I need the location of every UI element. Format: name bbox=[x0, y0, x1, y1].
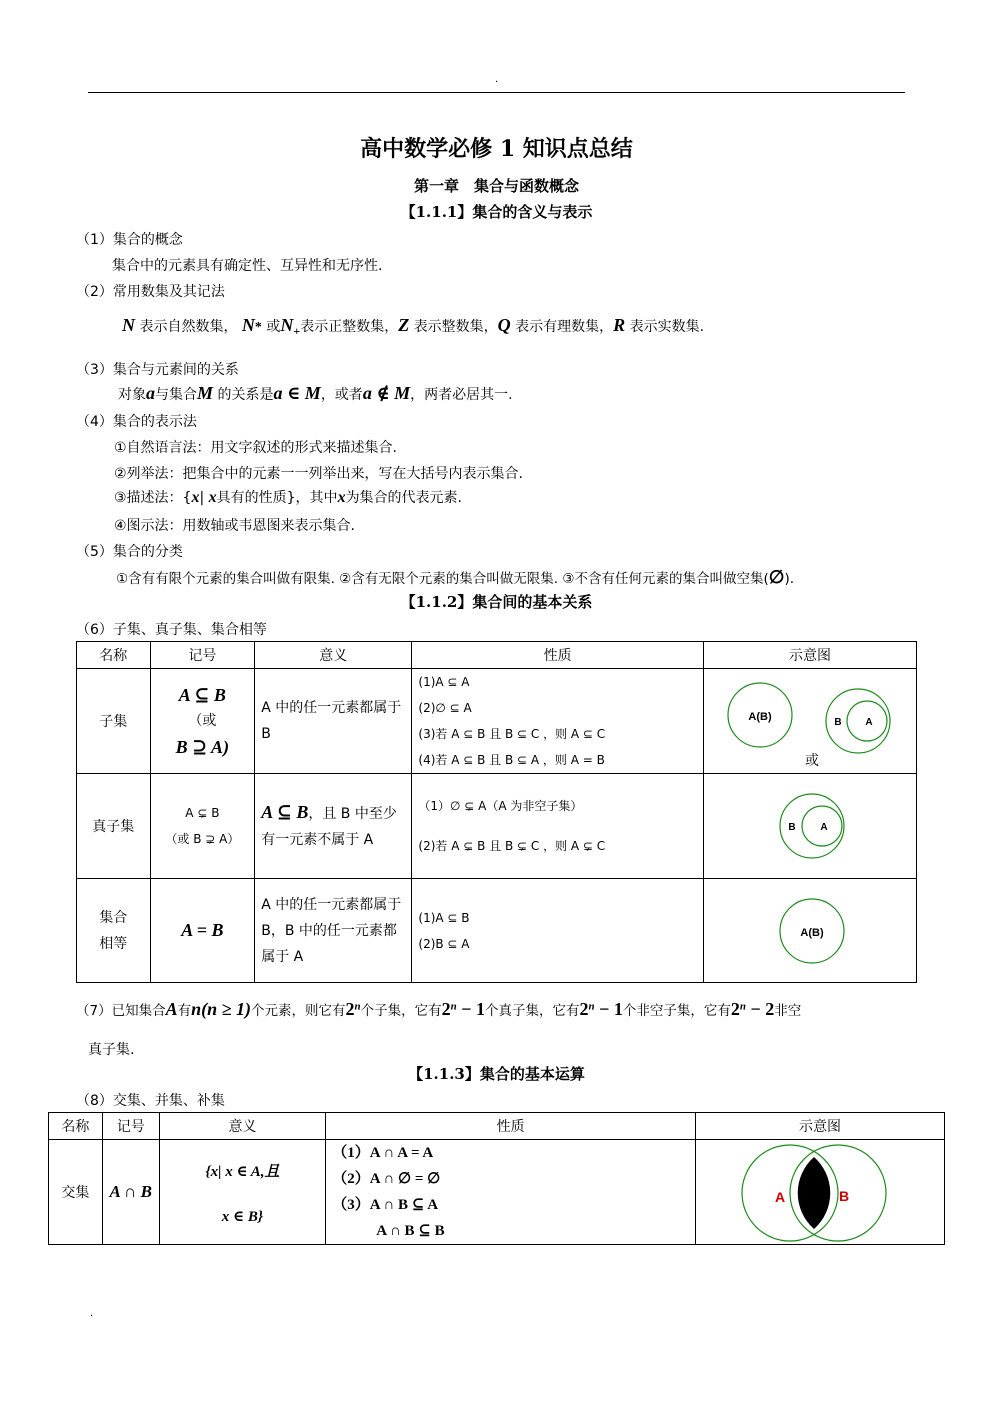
row-properties bbox=[412, 774, 704, 879]
text: 对象 bbox=[118, 387, 146, 403]
text: 表示有理数集， bbox=[515, 319, 614, 335]
set-operations-table bbox=[48, 1112, 945, 1245]
text: 个子集，它有 bbox=[360, 1003, 442, 1019]
row-properties bbox=[412, 669, 704, 774]
star-mark: * bbox=[254, 320, 262, 335]
header-dot: . bbox=[495, 74, 499, 85]
item-4-c bbox=[114, 487, 462, 507]
diagram-or: 或 bbox=[804, 753, 819, 769]
not-belongs-expression: a ∉ M bbox=[362, 383, 411, 403]
belongs-expression: a ∈ M bbox=[273, 383, 321, 403]
item-4-b: ②列举法：把集合中的元素一一列举出来，写在大括号内表示集合. bbox=[114, 466, 523, 482]
subset-symbol: A ⊆ B bbox=[178, 685, 226, 705]
text: 的关系是 bbox=[217, 387, 274, 403]
symbol-M: M bbox=[197, 383, 214, 403]
symbol-x: x bbox=[337, 489, 346, 506]
text: 表示正整数集， bbox=[300, 319, 399, 335]
minus-one: − 1 bbox=[594, 999, 623, 1019]
table-row-intersection bbox=[49, 1140, 945, 1245]
empty-set-symbol: ∅ bbox=[768, 567, 785, 587]
property: (4)若 A ⊆ B 且 B ⊆ A ，则 A = B bbox=[418, 753, 605, 767]
property: (2)∅ ⊆ A bbox=[418, 701, 472, 715]
number-sets-line bbox=[122, 315, 704, 339]
property: (2)若 A ⊊ B 且 B ⊊ C ，则 A ⊊ C bbox=[418, 839, 606, 853]
header-diagram: 示意图 bbox=[703, 642, 916, 669]
text: 与集合 bbox=[155, 387, 197, 403]
superset-symbol: B ⊇ A) bbox=[175, 737, 230, 757]
item-5-heading: （5）集合的分类 bbox=[76, 544, 183, 560]
text: ，且 B 中至少有一元素不属于 A bbox=[261, 806, 397, 848]
property: A ∩ B ⊆ B bbox=[376, 1223, 445, 1239]
subset-venn-diagram bbox=[710, 671, 910, 771]
item-7-line bbox=[76, 999, 801, 1020]
venn-label-a: A bbox=[865, 717, 873, 728]
header-rule bbox=[88, 92, 905, 93]
row-diagram bbox=[703, 879, 916, 983]
symbol-x: x bbox=[191, 489, 200, 506]
text: 个真子集，它有 bbox=[485, 1003, 580, 1019]
text: ③描述法：{ bbox=[114, 490, 192, 506]
property: (2)B ⊆ A bbox=[418, 936, 470, 951]
venn-label-b: B bbox=[838, 1188, 850, 1204]
intersection-symbol: A ∩ B bbox=[109, 1182, 152, 1201]
symbol-A: A bbox=[165, 999, 178, 1019]
item-6-heading: （6）子集、真子集、集合相等 bbox=[76, 622, 267, 638]
property: (1)A ⊆ A bbox=[418, 675, 470, 689]
text: 表示整数集， bbox=[413, 319, 498, 335]
venn-label-b: B bbox=[788, 822, 796, 833]
text: A 中的任一元素都属于 B，B 中的任一元素都属于 A bbox=[261, 896, 402, 965]
proper-superset-symbol: （或 B ⊋ A） bbox=[165, 832, 240, 846]
section-1-1-1-heading: 【1.1.1】集合的含义与表示 bbox=[400, 203, 593, 221]
power-exp: n bbox=[739, 1000, 747, 1013]
text: 表示自然数集， bbox=[139, 319, 238, 335]
item-4-d: ④图示法：用数轴或韦恩图来表示集合. bbox=[114, 518, 355, 534]
text: 相等 bbox=[99, 935, 128, 952]
set-builder-part-2: x ∈ B} bbox=[221, 1209, 264, 1225]
table-row-subset bbox=[77, 669, 917, 774]
power-base: 2 bbox=[730, 999, 740, 1019]
text: （或 bbox=[188, 713, 217, 729]
property: （1）A ∩ A = A bbox=[332, 1145, 434, 1161]
row-diagram bbox=[703, 774, 916, 879]
venn-label-ab: A(B) bbox=[748, 711, 772, 723]
row-symbol bbox=[150, 669, 255, 774]
item-2-heading: （2）常用数集及其记法 bbox=[76, 284, 225, 300]
intersection-venn-diagram bbox=[702, 1140, 938, 1244]
symbol-R: R bbox=[613, 315, 626, 335]
text: 表示实数集. bbox=[629, 319, 705, 335]
venn-label-a: A bbox=[820, 822, 828, 833]
venn-label-ab: A(B) bbox=[800, 926, 824, 939]
text: A 中的任一元素都属于 B bbox=[261, 700, 402, 742]
row-meaning bbox=[255, 879, 412, 983]
row-symbol bbox=[102, 1140, 159, 1245]
property: （1）∅ ⊊ A（A 为非空子集） bbox=[418, 799, 583, 813]
property: (1)A ⊆ B bbox=[418, 910, 470, 925]
item-8-heading: （8）交集、并集、补集 bbox=[76, 1093, 225, 1109]
item-3-heading: （3）集合与元素间的关系 bbox=[76, 362, 239, 378]
row-name bbox=[77, 879, 151, 983]
plus-mark: + bbox=[293, 323, 301, 338]
venn-label-a: A bbox=[774, 1189, 786, 1205]
equal-symbol: A = B bbox=[181, 920, 224, 940]
row-meaning bbox=[255, 774, 412, 879]
header-name: 名称 bbox=[49, 1113, 103, 1140]
header-meaning: 意义 bbox=[255, 642, 412, 669]
row-symbol bbox=[150, 774, 255, 879]
power-base: 2 bbox=[579, 999, 589, 1019]
text: ，或者 bbox=[320, 387, 363, 403]
section-1-1-3-heading: 【1.1.3】集合的基本运算 bbox=[408, 1065, 585, 1083]
symbol-N-star: N bbox=[241, 315, 255, 335]
row-name: 真子集 bbox=[77, 774, 151, 879]
row-diagram bbox=[695, 1140, 944, 1245]
header-meaning: 意义 bbox=[159, 1113, 326, 1140]
header-diagram: 示意图 bbox=[695, 1113, 944, 1140]
text: ①含有有限个元素的集合叫做有限集. ②含有无限个元素的集合叫做无限集. ③不含有任何元素的集合叫做空集( bbox=[116, 571, 769, 587]
row-name: 子集 bbox=[77, 669, 151, 774]
symbol-a: a bbox=[146, 383, 155, 403]
symbol-N: N bbox=[122, 315, 135, 335]
text: 集合 bbox=[99, 909, 128, 926]
row-diagram bbox=[703, 669, 916, 774]
row-symbol bbox=[150, 879, 255, 983]
row-meaning bbox=[159, 1140, 326, 1245]
power-exp: n bbox=[354, 1000, 361, 1013]
text: 非空 bbox=[774, 1003, 802, 1019]
item-1-text: 集合中的元素具有确定性、互异性和无序性. bbox=[112, 258, 383, 274]
set-relations-table bbox=[76, 641, 917, 983]
text: ). bbox=[784, 571, 794, 587]
venn-label-b: B bbox=[834, 717, 842, 728]
proper-subset-symbol: A ⊊ B bbox=[185, 806, 220, 820]
header-name: 名称 bbox=[77, 642, 151, 669]
table-row-equal-sets bbox=[77, 879, 917, 983]
row-properties bbox=[412, 879, 704, 983]
equal-sets-venn-diagram bbox=[710, 881, 910, 981]
venn-intersection-fill bbox=[798, 1157, 831, 1229]
subset-expression: A ⊆ B bbox=[261, 802, 309, 822]
item-5-text bbox=[116, 567, 794, 588]
property: （3）A ∩ B ⊆ A bbox=[332, 1197, 439, 1213]
text: ，两者必居其一. bbox=[410, 387, 513, 403]
symbol-Q: Q bbox=[497, 315, 511, 335]
text: （7）已知集合 bbox=[76, 1003, 166, 1019]
set-builder-part-1: {x| x ∈ A,且 bbox=[205, 1164, 280, 1180]
header-properties: 性质 bbox=[326, 1113, 696, 1140]
power-base: 2 bbox=[441, 999, 451, 1019]
text: | bbox=[199, 490, 205, 506]
text: 有 bbox=[177, 1003, 192, 1019]
symbol-x: x bbox=[208, 489, 217, 506]
page-title: 高中数学必修 1 知识点总结 bbox=[360, 136, 633, 162]
text: 具有的性质}，其中 bbox=[216, 490, 338, 506]
item-4-heading: （4）集合的表示法 bbox=[76, 414, 197, 430]
symbol-Z: Z bbox=[398, 315, 410, 335]
item-4-a: ①自然语言法：用文字叙述的形式来描述集合. bbox=[114, 440, 397, 456]
section-1-1-2-heading: 【1.1.2】集合间的基本关系 bbox=[400, 593, 593, 611]
row-properties bbox=[326, 1140, 696, 1245]
footer-dot: . bbox=[90, 1308, 94, 1319]
power-base: 2 bbox=[345, 999, 355, 1019]
text: 或 bbox=[266, 319, 281, 335]
table-row-proper-subset bbox=[77, 774, 917, 879]
row-meaning bbox=[255, 669, 412, 774]
element-relation-line bbox=[118, 383, 513, 404]
symbol-n: n(n ≥ 1) bbox=[191, 999, 251, 1019]
header-properties: 性质 bbox=[412, 642, 704, 669]
text: 为集合的代表元素. bbox=[345, 490, 463, 506]
item-7-line-2: 真子集. bbox=[88, 1042, 135, 1058]
power-exp: n bbox=[588, 1000, 595, 1013]
item-1-heading: （1）集合的概念 bbox=[76, 232, 183, 248]
minus-two: − 2 bbox=[746, 999, 775, 1019]
minus-one: − 1 bbox=[456, 999, 486, 1019]
symbol-N-plus: N bbox=[280, 315, 294, 335]
row-name: 交集 bbox=[49, 1140, 103, 1245]
text: 个元素，则它有 bbox=[251, 1003, 346, 1019]
text: 个非空子集，它有 bbox=[622, 1003, 731, 1019]
header-symbol: 记号 bbox=[102, 1113, 159, 1140]
header-symbol: 记号 bbox=[150, 642, 255, 669]
property: （2）A ∩ ∅ = ∅ bbox=[332, 1171, 441, 1187]
property: (3)若 A ⊆ B 且 B ⊆ C ，则 A ⊆ C bbox=[418, 727, 606, 741]
proper-subset-venn-diagram bbox=[710, 776, 910, 876]
power-exp: n bbox=[450, 1000, 457, 1013]
chapter-heading: 第一章 集合与函数概念 bbox=[413, 177, 579, 195]
